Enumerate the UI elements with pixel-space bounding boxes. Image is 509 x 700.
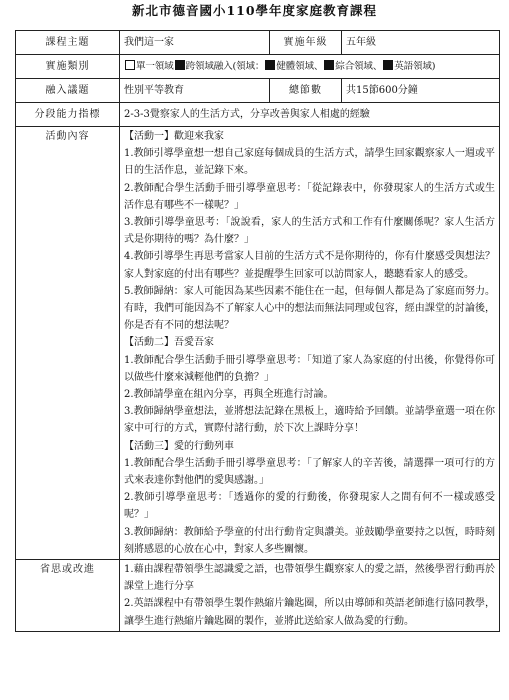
topic-value: 我們這一家	[120, 31, 270, 55]
type-label: 實施類別	[16, 55, 120, 79]
activity1-step2: 2.教師配合學生活動手冊引導學童思考：「從記錄表中，你發現家人的生活方式或生活作息有哪些不一樣呢？」	[124, 182, 495, 211]
activity1-step5: 5.教師歸納：家人可能因為某些因素不能住在一起，但每個人都是為了家庭而努力。有時，我們可能因為不了解家人心中的想法而無法同理或包容，經由課堂的討論後，你是否有不同的想法呢？	[124, 285, 495, 332]
type-options	[120, 55, 500, 79]
single-domain-checkbox	[125, 60, 135, 70]
issue-label: 融入議題	[16, 79, 120, 103]
health-pe-label: 健體領域、	[276, 60, 324, 72]
ability-indicator-value: 2-3-3覺察家人的生活方式，分享改善與家人相處的經驗	[120, 103, 500, 127]
reflection-item1: 1.藉由課程帶領學生認識愛之語，也帶領學生觀察家人的愛之語，然後學習行動再於課堂上進行分享	[124, 564, 495, 593]
english-label: 英語領域)	[394, 60, 436, 72]
health-pe-checkbox	[265, 60, 275, 70]
activity2-step3: 3.教師歸納學童想法，並將想法記錄在黑板上，適時給予回饋。並請學童選一項在你家中可行的方式，實際付諸行動，於下次上課時分享！	[124, 406, 495, 435]
grade-label: 實施年級	[270, 31, 342, 55]
activity1-step4: 4.教師引導學生再思考當家人目前的生活方式不是你期待的，你有什麼感受與想法？家人對家庭的付出有哪些？並提醒學生回家可以訪問家人，聽聽看家人的感受。	[124, 251, 495, 280]
english-checkbox	[383, 60, 393, 70]
cross-domain-checkbox	[175, 60, 185, 70]
ability-indicator-label: 分段能力指標	[16, 103, 120, 127]
reflection-item2: 2.英語課程中有帶領學生製作熱縮片鑰匙圈，所以由導師和英語老師進行協同教學，讓學生進行熱縮片鑰匙圈的製作，並將此送給家人做為愛的行動。	[124, 598, 495, 627]
activity2-heading: 【活動二】吾愛吾家	[124, 337, 214, 349]
reflection-content	[120, 560, 500, 632]
integrative-checkbox	[324, 60, 334, 70]
total-sessions-label: 總節數	[270, 79, 342, 103]
activity3-step1: 1.教師配合學生活動手冊引導學童思考：「了解家人的辛苦後，請選擇一項可行的方式來表達你對他們的愛與感謝。」	[124, 457, 495, 487]
activity3-step3: 3.教師歸納：教師給予學童的付出行動肯定與讚美。並鼓勵學童要持之以恆，時時刻刻將感恩的心放在心中，對家人多些關懷。	[124, 526, 495, 555]
activity-content-label: 活動內容	[16, 127, 120, 560]
activity3-heading: 【活動三】愛的行動列車	[124, 440, 234, 452]
grade-value: 五年級	[342, 31, 500, 55]
single-domain-label: 單一領域	[136, 60, 174, 72]
cross-domain-label: 跨領域融入(領域：	[185, 60, 265, 72]
activity2-step2: 2.教師請學童在組內分享，再與全班進行討論。	[124, 389, 334, 401]
integrative-label: 綜合領域、	[335, 60, 383, 72]
total-sessions-value: 共15節600分鐘	[342, 79, 500, 103]
activity3-step2: 2.教師引導學童思考：「透過你的愛的行動後，你發現家人之間有何不一樣或感受呢？」	[124, 492, 495, 521]
activity1-heading: 【活動一】歡迎來我家	[124, 131, 224, 142]
issue-value: 性別平等教育	[120, 79, 270, 103]
activity2-step1: 1.教師配合學生活動手冊引導學童思考：「知道了家人為家庭的付出後，你覺得你可以做些什麼來減輕他們的負擔？」	[124, 354, 495, 383]
activity-content	[120, 127, 500, 560]
activity1-step1: 1.教師引導學童想一想自己家庭每個成員的生活方式，請學生回家觀察家人一週或平日的生活作息，並記錄下來。	[124, 148, 495, 177]
reflection-label: 省思或改進	[16, 560, 120, 632]
topic-label: 課程主題	[16, 31, 120, 55]
activity1-step3: 3.教師引導學童思考：「說說看，家人的生活方式和工作有什麼關係呢？家人生活方式是你期待的嗎？為什麼？」	[124, 217, 495, 246]
document-title: 新北市德音國小110學年度家庭教育課程	[131, 3, 378, 18]
curriculum-table	[15, 30, 500, 632]
